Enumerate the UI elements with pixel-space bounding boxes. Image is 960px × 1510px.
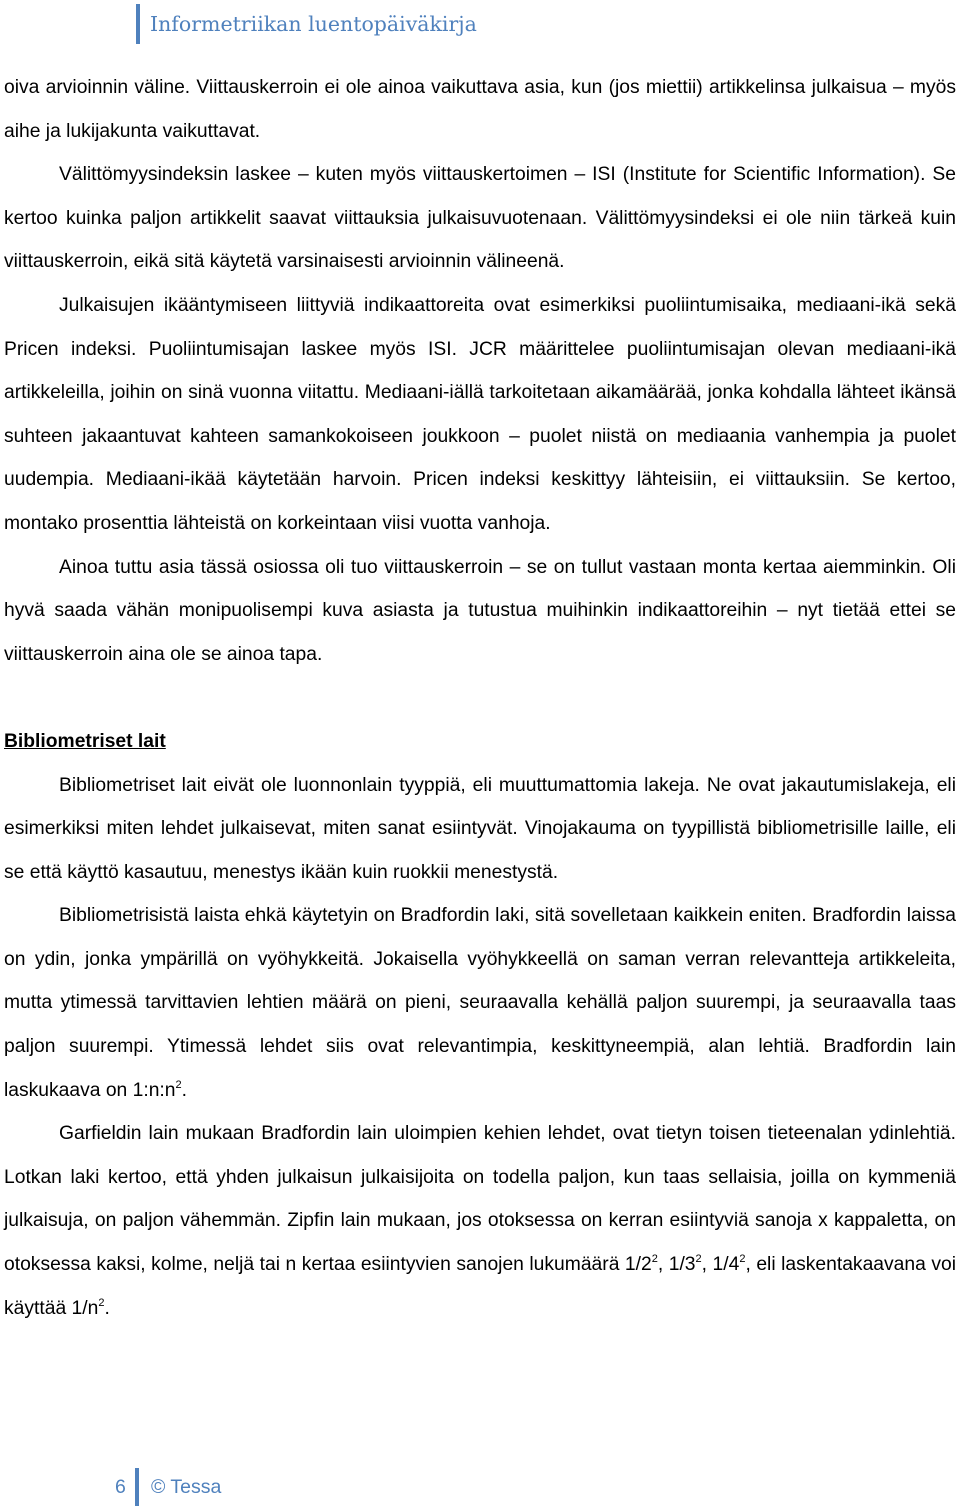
document-body: [4, 66, 956, 1330]
page-header: [136, 4, 477, 44]
header-title: Informetriikan luentopäiväkirja: [150, 12, 477, 36]
superscript: 2: [695, 1253, 702, 1266]
paragraph: Bibliometriset lait eivät ole luonnonlain tyyppiä, eli muuttumattomia lakeja. Ne ovat jakautumislakeja, eli esimerkiksi miten lehdet julkaisevat, miten sanat esiintyvät. Vinojakauma on tyypillistä bibliometrisille laille, eli se että käyttö kasautuu, menestys ikään kuin ruokkii menestystä.: [4, 774, 956, 883]
footer-divider: [135, 1468, 139, 1506]
paragraph: [4, 894, 956, 1112]
superscript: 2: [651, 1253, 658, 1266]
copyright-notice: © Tessa: [151, 1476, 222, 1498]
paragraph-text: Garfieldin lain mukaan Bradfordin lain uloimpien kehien lehdet, ovat tietyn toisen tieteenalan ydinlehtiä. Lotkan laki kertoo, että yhden julkaisun julkaisijoita on todella paljon, kun taas sellaisia, joilla on kymmeniä julkaisuja, on paljon vähemmän. Zipfin lain mukaan, jos otoksessa on kerran esiintyviä sanoja x kappaletta, on otoksessa kaksi, kolme, neljä tai n kertaa esiintyvien sanojen lukumäärä 1/2: [4, 1123, 956, 1276]
paragraph-text: , eli laskentakaavana voi käyttää 1/n: [4, 1254, 956, 1319]
paragraph-text: , 1/3: [657, 1254, 696, 1276]
paragraph: oiva arvioinnin väline. Viittauskerroin ei ole ainoa vaikuttava asia, kun (jos miettii) artikkelinsa julkaisua – myös aihe ja lukijakunta vaikuttavat.: [4, 77, 956, 142]
paragraph-text: .: [104, 1297, 110, 1319]
paragraph-text: , 1/4: [701, 1254, 740, 1276]
paragraph-text: Bibliometrisistä laista ehkä käytetyin on Bradfordin laki, sitä sovelletaan kaikkein eniten. Bradfordin laissa on ydin, jonka ympärillä on vyöhykkeitä. Jokaisella vyöhykkeellä on saman verran relevantteja artikkeleita, mutta ytimessä tarvittavien lehtien määrä on pieni, seuraavalla kehällä paljon suurempi, ja seuraavalla taas paljon suurempi. Ytimessä lehdet siis ovat relevantimpia, keskittyneempiä, alan lehtiä. Bradfordin lain laskukaava on 1:n:n: [4, 905, 956, 1101]
section-heading: Bibliometriset lait: [4, 730, 166, 752]
superscript: 2: [175, 1078, 182, 1091]
paragraph: Välittömyysindeksin laskee – kuten myös viittauskertoimen – ISI (Institute for Scientific Information). Se kertoo kuinka paljon artikkelit saavat viittauksia julkaisuvuotenaan. Välittömyysindeksi ei ole niin tärkeä kuin viittauskerroin, eikä sitä käytetä varsinaisesti arvioinnin välineenä.: [4, 164, 956, 273]
paragraph: Julkaisujen ikääntymiseen liittyviä indikaattoreita ovat esimerkiksi puoliintumisaika, mediaani-ikä sekä Pricen indeksi. Puoliintumisajan laskee myös ISI. JCR määrittelee puoliintumisajan olevan mediaani-ikä artikkeleilla, joihin on sinä vuonna viitattu. Mediaani-iällä tarkoitetaan aikamäärää, jonka kohdalla lähteet ikänsä suhteen jakaantuvat kahteen samankokoiseen joukkoon – puolet niistä on mediaania vanhempia ja puolet uudempia. Mediaani-ikää käytetään harvoin. Pricen indeksi keskittyy lähteisiin, ei viittauksiin. Se kertoo, montako prosenttia lähteistä on korkeintaan viisi vuotta vanhoja.: [4, 294, 956, 534]
superscript: 2: [739, 1253, 746, 1266]
page-number: 6: [115, 1476, 126, 1498]
spacer: [4, 676, 956, 720]
superscript: 2: [98, 1296, 105, 1309]
paragraph-text: .: [181, 1079, 187, 1101]
paragraph: [4, 1112, 956, 1330]
paragraph: Ainoa tuttu asia tässä osiossa oli tuo viittauskerroin – se on tullut vastaan monta kertaa aiemminkin. Oli hyvä saada vähän monipuolisempi kuva asiasta ja tutustua muihinkin indikaattoreihin – nyt tietää ettei se viittauskerroin aina ole se ainoa tapa.: [4, 556, 956, 665]
